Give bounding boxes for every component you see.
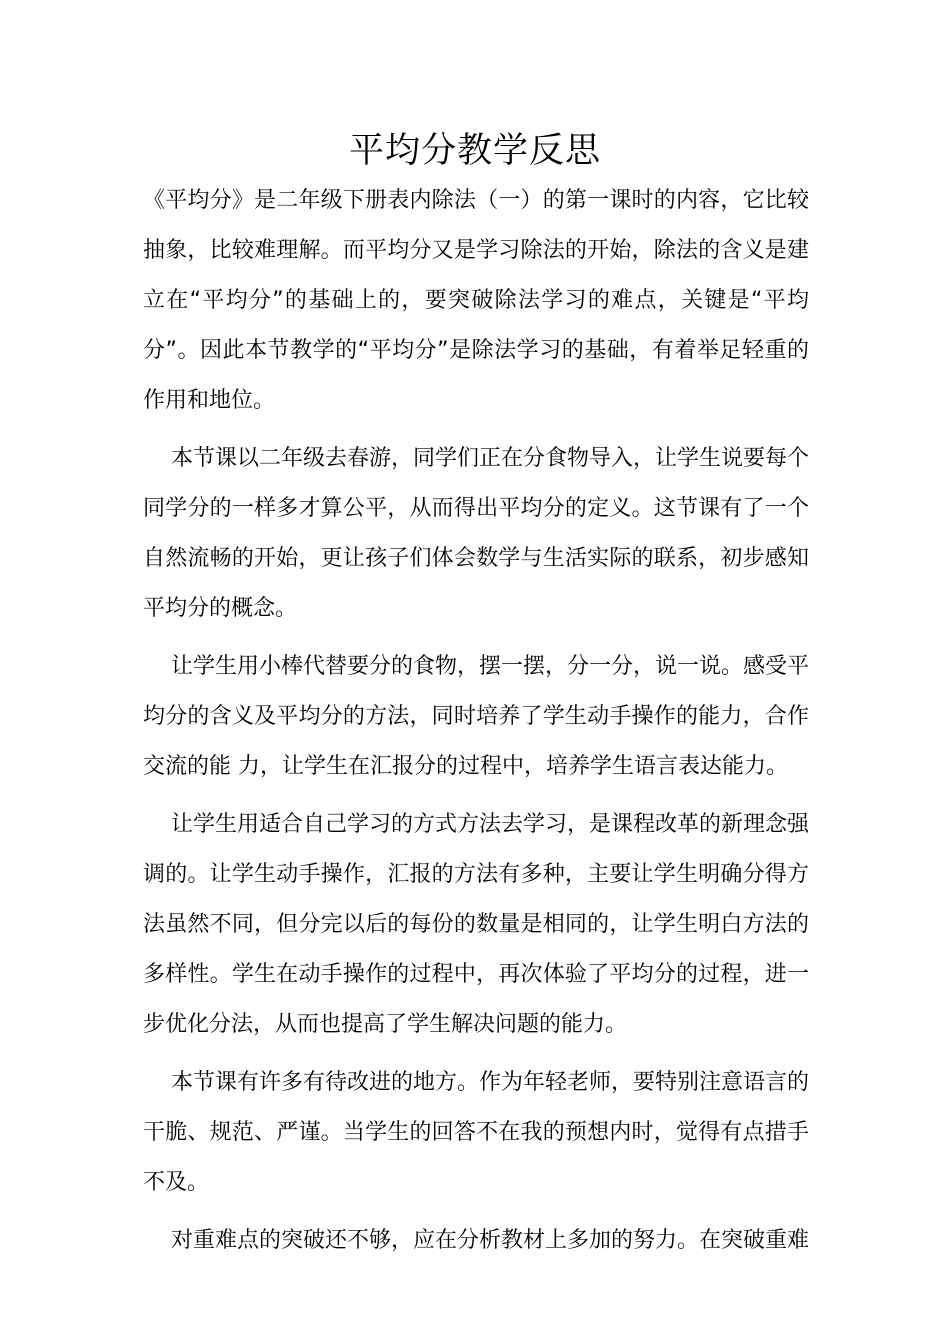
paragraph-key-points: 对重难点的突破还不够，应在分析教材上多加的努力。在突破重难 <box>171 1228 810 1253</box>
paragraph-hands-on: 让学生用小棒代替要分的食物，摆一摆，分一分，说一说。感受平均分的含义及平均分的方法，同时培养了学生动手操作的能力，合作交流的能 力，让学生在汇报分的过程中，培养学生语言表达能力。 <box>143 654 810 779</box>
paragraph-improvements: 本节课有许多有待改进的地方。作为年轻老师，要特别注意语言的干脆、规范、严谨。当学生的回答不在我的预想内时，觉得有点措手不及。 <box>143 1070 810 1195</box>
paragraph-lesson-intro: 本节课以二年级去春游，同学们正在分食物导入，让学生说要每个同学分的一样多才算公平，从而得出平均分的定义。这节课有了一个自然流畅的开始，更让孩子们体会数学与生活实际的联系，初步感知平均分的概念。 <box>143 446 810 621</box>
document-body <box>143 176 809 1274</box>
paragraph-learning-methods: 让学生用适合自己学习的方式方法去学习，是课程改革的新理念强调的。让学生动手操作，汇报的方法有多种，主要让学生明确分得方法虽然不同，但分完以后的每份的数量是相同的，让学生明白方法的多样性。学生在动手操作的过程中，再次体验了平均分的过程，进一步优化分法，从而也提高了学生解决问题的能力。 <box>143 812 810 1037</box>
document-title: 平均分教学反思 <box>348 131 601 171</box>
paragraph-intro: 《平均分》是二年级下册表内除法（一）的第一课时的内容，它比较抽象，比较难理解。而平均分又是学习除法的开始，除法的含义是建立在“平均分”的基础上的，要突破除法学习的难点，关键是“平均分”。因此本节教学的“平均分”是除法学习的基础，有着举足轻重的作用和地位。 <box>143 188 809 413</box>
